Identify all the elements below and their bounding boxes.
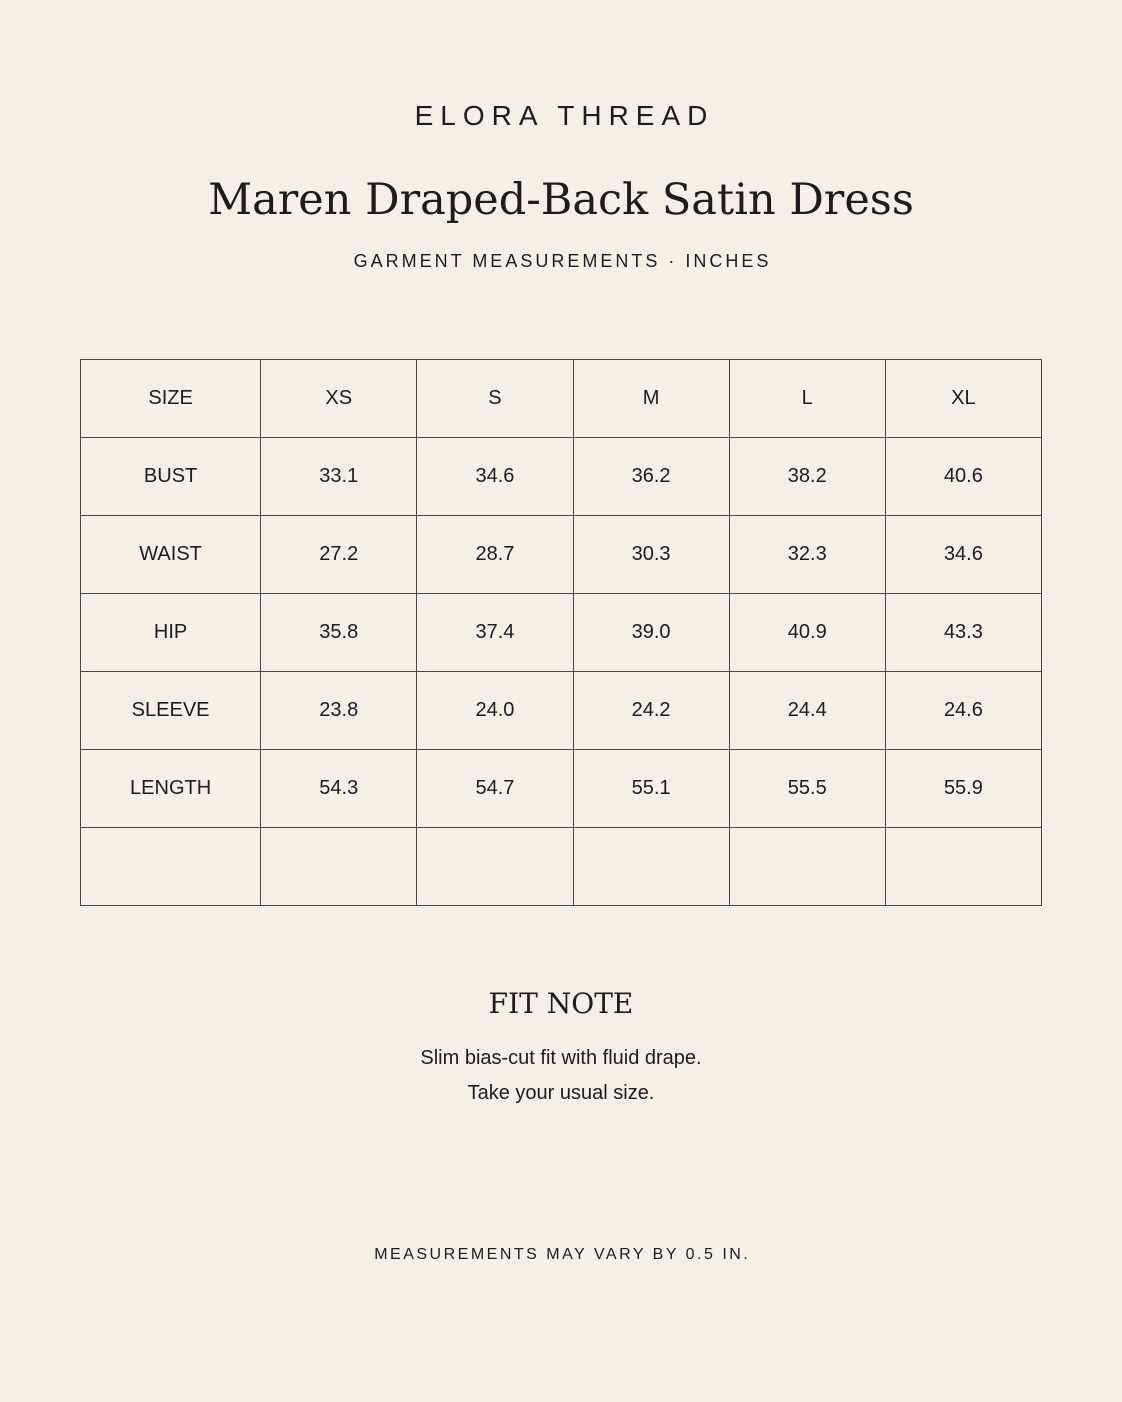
table-cell: 39.0	[573, 594, 729, 672]
table-cell: 24.0	[417, 672, 573, 750]
table-row-empty	[81, 828, 1042, 906]
table-cell: 28.7	[417, 516, 573, 594]
table-cell: 40.6	[885, 438, 1041, 516]
size-chart-table	[80, 359, 1042, 906]
table-row-bust	[81, 438, 1042, 516]
product-title: Maren Draped-Back Satin Dress	[208, 175, 914, 225]
table-cell: 37.4	[417, 594, 573, 672]
brand-name: ELORA THREAD	[414, 100, 715, 131]
table-cell: 23.8	[261, 672, 417, 750]
table-cell: 27.2	[261, 516, 417, 594]
table-cell: 40.9	[729, 594, 885, 672]
header-cell-xl: XL	[885, 360, 1041, 438]
header-cell-m: M	[573, 360, 729, 438]
size-header-row	[81, 360, 1042, 438]
header-cell-l: L	[729, 360, 885, 438]
table-cell: 30.3	[573, 516, 729, 594]
fit-note-line: Take your usual size.	[467, 1082, 655, 1104]
table-cell: 24.6	[885, 672, 1041, 750]
table-cell	[573, 828, 729, 906]
table-cell	[417, 828, 573, 906]
fit-note-heading: FIT NOTE	[488, 987, 634, 1020]
table-cell: 55.9	[885, 750, 1041, 828]
table-row-sleeve	[81, 672, 1042, 750]
row-label: HIP	[81, 594, 261, 672]
table-cell	[729, 828, 885, 906]
table-cell: 34.6	[885, 516, 1041, 594]
row-label: SLEEVE	[81, 672, 261, 750]
table-row-hip	[81, 594, 1042, 672]
header-cell-s: S	[417, 360, 573, 438]
table-cell: 55.5	[729, 750, 885, 828]
row-label: LENGTH	[81, 750, 261, 828]
row-label	[81, 828, 261, 906]
table-cell: 24.4	[729, 672, 885, 750]
row-label: BUST	[81, 438, 261, 516]
table-cell: 32.3	[729, 516, 885, 594]
table-cell: 55.1	[573, 750, 729, 828]
header-cell-size: SIZE	[81, 360, 261, 438]
header-cell-xs: XS	[261, 360, 417, 438]
measurement-subtitle: GARMENT MEASUREMENTS · INCHES	[353, 251, 772, 271]
table-row-waist	[81, 516, 1042, 594]
table-cell: 24.2	[573, 672, 729, 750]
table-cell: 38.2	[729, 438, 885, 516]
table-cell: 36.2	[573, 438, 729, 516]
table-cell: 35.8	[261, 594, 417, 672]
table-cell: 34.6	[417, 438, 573, 516]
measurement-disclaimer: MEASUREMENTS MAY VARY BY 0.5 IN.	[374, 1246, 751, 1263]
table-cell: 54.3	[261, 750, 417, 828]
table-row-length	[81, 750, 1042, 828]
table-cell: 54.7	[417, 750, 573, 828]
table-cell	[261, 828, 417, 906]
table-cell: 33.1	[261, 438, 417, 516]
fit-note-line: Slim bias-cut fit with fluid drape.	[420, 1047, 702, 1069]
table-cell	[885, 828, 1041, 906]
row-label: WAIST	[81, 516, 261, 594]
table-cell: 43.3	[885, 594, 1041, 672]
